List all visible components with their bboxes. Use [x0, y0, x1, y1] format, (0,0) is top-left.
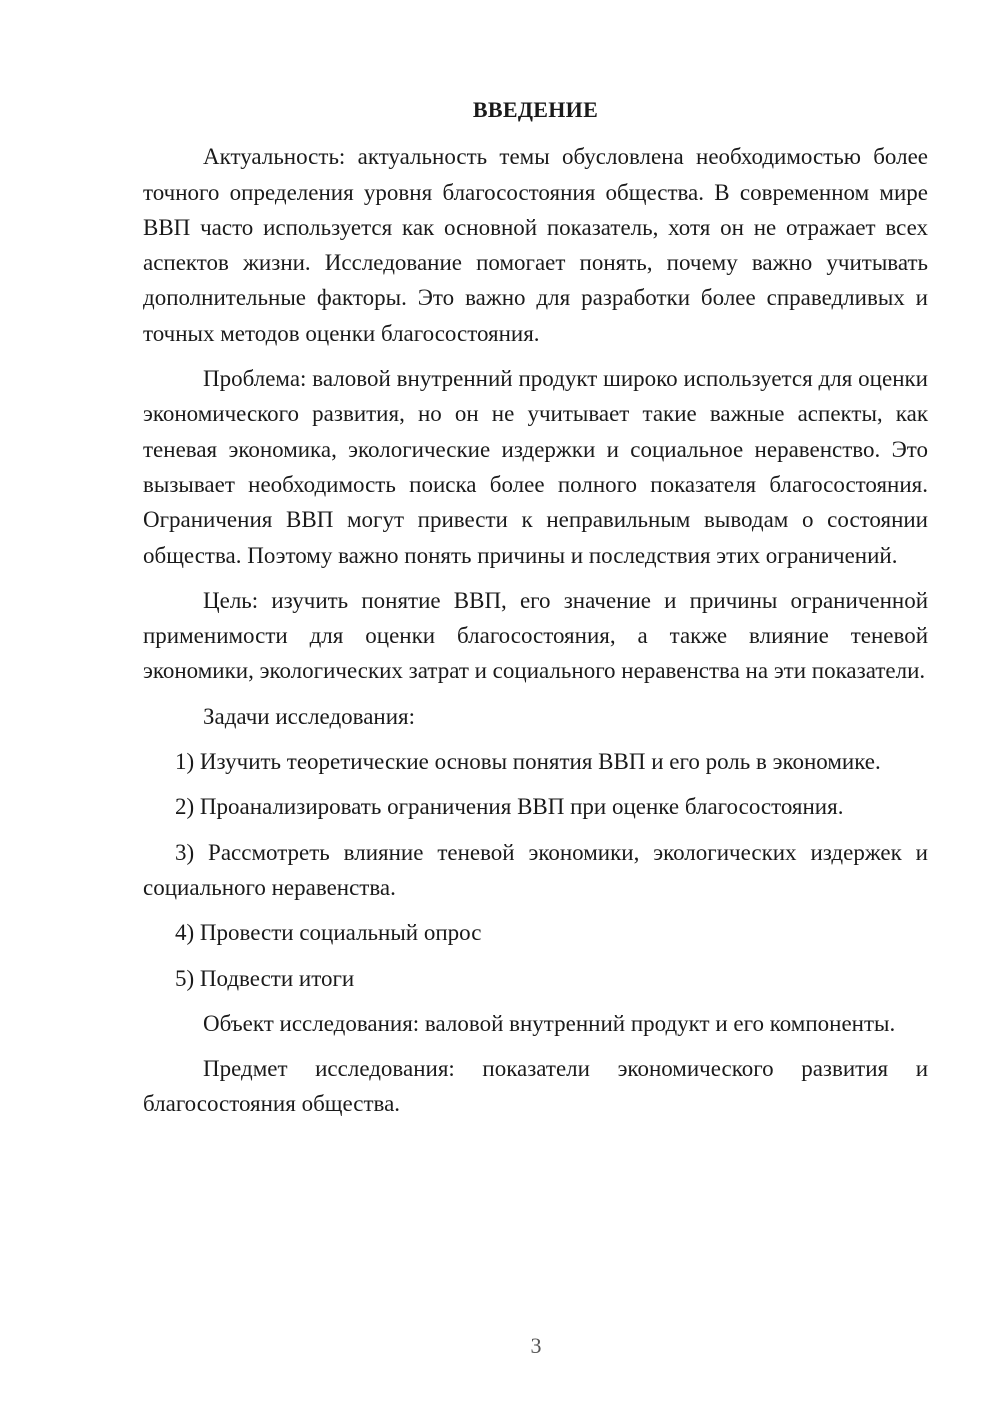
paragraph-subject: Предмет исследования: показатели экономического развития и благосостояния общества. — [143, 1056, 928, 1117]
task-item-4: 4) Провести социальный опрос — [175, 920, 482, 946]
section-title: ВВЕДЕНИЕ — [472, 97, 599, 122]
page-number: 3 — [530, 1333, 542, 1358]
paragraph-problem: Проблема: валовой внутренний продукт широко используется для оценки экономического развития, но он не учитывает такие важные аспекты, как теневая экономика, экологические издержки и социальное неравенство. Это вызывает необходимость поиска более полного показателя благосостояния. Ограничения ВВП могут привести к неправильным выводам о состоянии общества. Поэтому важно понять причины и последствия этих ограничений. — [143, 366, 928, 568]
paragraph-relevance: Актуальность: актуальность темы обусловлена необходимостью более точного определения уровня благосостояния общества. В современном мире ВВП часто используется как основной показатель, хотя он не отражает всех аспектов жизни. Исследование помогает понять, почему важно учитывать дополнительные факторы. Это важно для разработки более справедливых и точных методов оценки благосостояния. — [143, 144, 928, 346]
tasks-header: Задачи исследования: — [203, 703, 416, 729]
task-item-3: 3) Рассмотреть влияние теневой экономики, экологических издержек и социального неравенства. — [143, 839, 928, 900]
task-item-2: 2) Проанализировать ограничения ВВП при оценке благосостояния. — [175, 794, 844, 820]
paragraph-object: Объект исследования: валовой внутренний продукт и его компоненты. — [203, 1010, 896, 1036]
paragraph-goal: Цель: изучить понятие ВВП, его значение и причины ограниченной применимости для оценки благосостояния, а также влияние теневой экономики, экологических затрат и социального неравенства на эти показатели. — [143, 587, 928, 684]
document-page — [143, 92, 928, 1132]
task-item-1: 1) Изучить теоретические основы понятия ВВП и его роль в экономике. — [175, 749, 881, 775]
task-item-5: 5) Подвести итоги — [175, 965, 355, 991]
